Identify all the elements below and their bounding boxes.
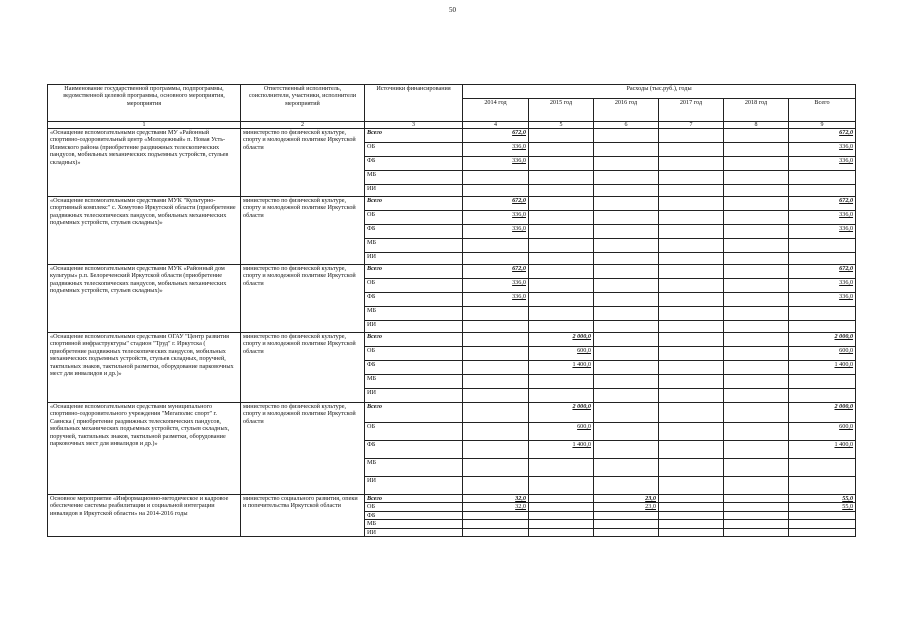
funding-source-cell: Всего (365, 403, 463, 423)
executor-cell: министерство по физической культуре, спорту и молодежной политике Иркутской области (241, 129, 365, 197)
executor-cell: министерство по физической культуре, спорту и молодежной политике Иркутской области (241, 403, 365, 495)
column-number: 4 (463, 122, 529, 129)
amount-cell (659, 511, 724, 519)
amount-cell (789, 520, 856, 528)
amount-cell (659, 503, 724, 511)
amount-cell (724, 225, 789, 239)
amount-cell (594, 307, 659, 321)
amount-cell (724, 321, 789, 333)
amount-cell (594, 441, 659, 459)
amount-cell (529, 503, 594, 511)
column-number: 9 (789, 122, 856, 129)
amount-cell (659, 279, 724, 293)
amount-cell (594, 253, 659, 265)
amount-cell (659, 253, 724, 265)
amount-cell (594, 459, 659, 477)
amount-cell: 55,0 (789, 495, 856, 503)
amount-cell (463, 361, 529, 375)
executor-cell: министерство по физической культуре, спорту и молодежной политике Иркутской области (241, 333, 365, 403)
amount-cell (529, 129, 594, 143)
amount-cell (463, 307, 529, 321)
amount-cell (529, 495, 594, 503)
funding-source-cell: ОБ (365, 347, 463, 361)
amount-cell (463, 403, 529, 423)
amount-cell (463, 171, 529, 185)
amount-cell (594, 361, 659, 375)
event-name-cell: «Оснащение вспомогательными средствами МУ «Районный спортивно-оздоровительный центр «Молодежный» п. Новая Усть-Илимского района (приобретение раздвижных телескопических пандусов, мобильных механических подъемных устройств, стульев складных)» (48, 129, 241, 197)
amount-cell: 672,0 (463, 197, 529, 211)
column-number: 8 (724, 122, 789, 129)
amount-cell (463, 347, 529, 361)
amount-cell (724, 333, 789, 347)
amount-cell (659, 495, 724, 503)
amount-cell: 2 000,0 (789, 333, 856, 347)
amount-cell: 600,0 (789, 347, 856, 361)
amount-cell (529, 157, 594, 171)
amount-cell (529, 225, 594, 239)
amount-cell (724, 520, 789, 528)
amount-cell: 23,0 (594, 495, 659, 503)
funding-source-cell: Всего (365, 129, 463, 143)
amount-cell (594, 129, 659, 143)
amount-cell (789, 375, 856, 389)
amount-cell (724, 157, 789, 171)
amount-cell (789, 239, 856, 253)
amount-cell (594, 265, 659, 279)
amount-cell: 336,0 (789, 279, 856, 293)
amount-cell (724, 197, 789, 211)
header-expenses: Расходы (тыс.руб.), годы (463, 85, 856, 99)
amount-cell (724, 403, 789, 423)
amount-cell: 1 400,0 (529, 441, 594, 459)
amount-cell (594, 157, 659, 171)
amount-cell (529, 143, 594, 157)
amount-cell (659, 143, 724, 157)
amount-cell (724, 279, 789, 293)
table-row (48, 403, 856, 423)
amount-cell (594, 389, 659, 403)
amount-cell (789, 185, 856, 197)
amount-cell (789, 459, 856, 477)
amount-cell (659, 321, 724, 333)
amount-cell: 600,0 (529, 347, 594, 361)
amount-cell (659, 441, 724, 459)
header-source: Источники финансирования (365, 85, 463, 122)
funding-source-cell: ФБ (365, 225, 463, 239)
funding-source-cell: Всего (365, 333, 463, 347)
amount-cell (463, 511, 529, 519)
funding-source-cell: ИИ (365, 477, 463, 495)
amount-cell (724, 389, 789, 403)
amount-cell (529, 253, 594, 265)
amount-cell (529, 321, 594, 333)
funding-source-cell: МБ (365, 375, 463, 389)
amount-cell: 55,0 (789, 503, 856, 511)
amount-cell (789, 511, 856, 519)
amount-cell (789, 477, 856, 495)
amount-cell (529, 375, 594, 389)
amount-cell (659, 389, 724, 403)
amount-cell (789, 321, 856, 333)
column-number: 2 (241, 122, 365, 129)
funding-source-cell: ФБ (365, 293, 463, 307)
amount-cell (659, 293, 724, 307)
amount-cell (724, 375, 789, 389)
amount-cell: 336,0 (789, 225, 856, 239)
amount-cell: 2 000,0 (789, 403, 856, 423)
amount-cell (529, 307, 594, 321)
table-row (48, 129, 856, 143)
amount-cell (724, 185, 789, 197)
amount-cell (463, 520, 529, 528)
amount-cell (789, 307, 856, 321)
amount-cell (594, 143, 659, 157)
amount-cell: 1 400,0 (529, 361, 594, 375)
header-year: 2016 год (594, 99, 659, 122)
amount-cell (463, 528, 529, 536)
funding-source-cell: ОБ (365, 279, 463, 293)
amount-cell (724, 347, 789, 361)
amount-cell (659, 520, 724, 528)
event-name-cell: «Оснащение вспомогательными средствами муниципального спортивно-оздоровительного учреждения "Мегаполис спорт" г. Саянска ( приобретение раздвижных телескопических пандусов, мобильных механических подъемных устройств, стульев складных, поручней, тактильных знаков, тактильной разметки, оборудование парковочных мест для инвалидов и др.)» (48, 403, 241, 495)
amount-cell (529, 459, 594, 477)
amount-cell (724, 511, 789, 519)
amount-cell: 336,0 (463, 157, 529, 171)
amount-cell (659, 265, 724, 279)
amount-cell (529, 185, 594, 197)
funding-source-cell: Всего (365, 265, 463, 279)
amount-cell (529, 520, 594, 528)
amount-cell (724, 253, 789, 265)
amount-cell (659, 171, 724, 185)
amount-cell (659, 307, 724, 321)
page-number: 50 (449, 6, 456, 14)
amount-cell (789, 171, 856, 185)
header-executor: Ответственный исполнитель, соисполнители, участники, исполнители мероприятий (241, 85, 365, 122)
amount-cell (529, 477, 594, 495)
header-year: 2014 год (463, 99, 529, 122)
amount-cell (594, 375, 659, 389)
amount-cell (724, 361, 789, 375)
amount-cell (659, 375, 724, 389)
event-name-cell: Основное мероприятие «Информационно-методическое и кадровое обеспечение системы реабилитации и социальной интеграции инвалидов в Иркутской области» на 2014-2016 годы (48, 495, 241, 537)
amount-cell (594, 511, 659, 519)
funding-source-cell: ФБ (365, 157, 463, 171)
amount-cell: 672,0 (789, 265, 856, 279)
amount-cell (659, 185, 724, 197)
funding-source-cell: ОБ (365, 423, 463, 441)
funding-source-cell: МБ (365, 239, 463, 253)
amount-cell (529, 239, 594, 253)
amount-cell (529, 528, 594, 536)
amount-cell (463, 333, 529, 347)
funding-source-cell: ФБ (365, 441, 463, 459)
amount-cell (529, 211, 594, 225)
amount-cell: 23,0 (594, 503, 659, 511)
column-number: 1 (48, 122, 241, 129)
amount-cell (659, 129, 724, 143)
funding-source-cell: МБ (365, 307, 463, 321)
amount-cell: 32,0 (463, 503, 529, 511)
amount-cell: 600,0 (789, 423, 856, 441)
amount-cell (529, 279, 594, 293)
amount-cell (724, 239, 789, 253)
amount-cell: 2 000,0 (529, 333, 594, 347)
amount-cell: 336,0 (789, 293, 856, 307)
amount-cell (594, 171, 659, 185)
amount-cell (463, 459, 529, 477)
funding-source-cell: ФБ (365, 361, 463, 375)
amount-cell (529, 511, 594, 519)
amount-cell (724, 265, 789, 279)
amount-cell (594, 477, 659, 495)
amount-cell: 672,0 (789, 129, 856, 143)
budget-table (47, 84, 856, 537)
funding-source-cell: ФБ (365, 511, 463, 519)
amount-cell (594, 403, 659, 423)
amount-cell (594, 225, 659, 239)
amount-cell (659, 477, 724, 495)
amount-cell (724, 293, 789, 307)
funding-source-cell: ИИ (365, 389, 463, 403)
amount-cell (594, 239, 659, 253)
amount-cell (594, 293, 659, 307)
executor-cell: министерство по физической культуре, спорту и молодежной политике Иркутской области (241, 197, 365, 265)
amount-cell (724, 477, 789, 495)
amount-cell (594, 279, 659, 293)
amount-cell: 336,0 (463, 211, 529, 225)
amount-cell (659, 528, 724, 536)
amount-cell: 672,0 (789, 197, 856, 211)
amount-cell (659, 459, 724, 477)
amount-cell (724, 495, 789, 503)
column-number-row (48, 122, 856, 129)
table-row (48, 333, 856, 347)
amount-cell (463, 477, 529, 495)
amount-cell (529, 293, 594, 307)
funding-source-cell: Всего (365, 495, 463, 503)
amount-cell (659, 333, 724, 347)
amount-cell (529, 197, 594, 211)
amount-cell (789, 528, 856, 536)
column-number: 3 (365, 122, 463, 129)
amount-cell (659, 225, 724, 239)
amount-cell (529, 265, 594, 279)
amount-cell: 2 000,0 (529, 403, 594, 423)
amount-cell (659, 423, 724, 441)
amount-cell (529, 171, 594, 185)
amount-cell (789, 253, 856, 265)
amount-cell: 336,0 (463, 225, 529, 239)
header-year: 2015 год (529, 99, 594, 122)
amount-cell: 672,0 (463, 129, 529, 143)
header-total: Всего (789, 99, 856, 122)
amount-cell (463, 375, 529, 389)
amount-cell: 32,0 (463, 495, 529, 503)
amount-cell (594, 333, 659, 347)
column-number: 6 (594, 122, 659, 129)
amount-cell (724, 459, 789, 477)
amount-cell (463, 441, 529, 459)
amount-cell (594, 321, 659, 333)
amount-cell: 336,0 (463, 143, 529, 157)
funding-source-cell: ОБ (365, 211, 463, 225)
column-number: 5 (529, 122, 594, 129)
header-year: 2018 год (724, 99, 789, 122)
amount-cell (724, 129, 789, 143)
funding-source-cell: ИИ (365, 528, 463, 536)
amount-cell (463, 185, 529, 197)
amount-cell: 336,0 (789, 157, 856, 171)
funding-source-cell: ОБ (365, 143, 463, 157)
amount-cell (724, 171, 789, 185)
amount-cell (659, 211, 724, 225)
amount-cell (659, 347, 724, 361)
amount-cell: 336,0 (463, 279, 529, 293)
amount-cell: 336,0 (789, 211, 856, 225)
amount-cell (594, 347, 659, 361)
executor-cell: министерство по физической культуре, спорту и молодежной политике Иркутской области (241, 265, 365, 333)
amount-cell (789, 389, 856, 403)
funding-source-cell: МБ (365, 520, 463, 528)
table-row (48, 495, 856, 503)
amount-cell (594, 197, 659, 211)
amount-cell: 600,0 (529, 423, 594, 441)
executor-cell: министерство социального развития, опеки и попечительства Иркутской области (241, 495, 365, 537)
event-name-cell: «Оснащение вспомогательными средствами МУК «Районный дом культуры» р.п. Белореченский Иркутской области (приобретение раздвижных телескопических пандусов, мобильных механических подъемных устройств, стульев складных)» (48, 265, 241, 333)
header-name: Наименование государственной программы, подпрограммы, ведомственной целевой программы, основного мероприятия, мероприятия (48, 85, 241, 122)
funding-source-cell: ИИ (365, 321, 463, 333)
event-name-cell: «Оснащение вспомогательными средствами ОГАУ "Центр развития спортивной инфраструктуры" стадион "Труд" г. Иркутска ( приобретение раздвижных телескопических пандусов, мобильных механических подъемных устройств, стульев складных, поручней, тактильных знаков, тактильной разметки, оборудование парковочных мест для инвалидов и др.)» (48, 333, 241, 403)
funding-source-cell: МБ (365, 171, 463, 185)
amount-cell (463, 423, 529, 441)
amount-cell: 336,0 (789, 143, 856, 157)
amount-cell: 672,0 (463, 265, 529, 279)
amount-cell (724, 441, 789, 459)
amount-cell (659, 197, 724, 211)
table-body (48, 122, 856, 537)
funding-source-cell: МБ (365, 459, 463, 477)
amount-cell (659, 361, 724, 375)
amount-cell (724, 503, 789, 511)
amount-cell (724, 528, 789, 536)
event-name-cell: «Оснащение вспомогательными средствами МУК "Культурно-спортивный комплекс" с. Хомутово Иркутской области (приобретение раздвижных телескопических пандусов, мобильных механических подъемных устройств, стульев складных)» (48, 197, 241, 265)
amount-cell (659, 403, 724, 423)
amount-cell (724, 307, 789, 321)
amount-cell (594, 520, 659, 528)
amount-cell (463, 321, 529, 333)
header-year: 2017 год (659, 99, 724, 122)
amount-cell (594, 211, 659, 225)
column-number: 7 (659, 122, 724, 129)
amount-cell (594, 423, 659, 441)
amount-cell (724, 143, 789, 157)
amount-cell (529, 389, 594, 403)
amount-cell (594, 185, 659, 197)
funding-source-cell: ИИ (365, 185, 463, 197)
funding-source-cell: Всего (365, 197, 463, 211)
amount-cell: 336,0 (463, 293, 529, 307)
table-row (48, 197, 856, 211)
funding-source-cell: ИИ (365, 253, 463, 265)
amount-cell (659, 157, 724, 171)
amount-cell: 1 400,0 (789, 361, 856, 375)
table-row (48, 265, 856, 279)
amount-cell (724, 211, 789, 225)
amount-cell (463, 389, 529, 403)
amount-cell (724, 423, 789, 441)
amount-cell (463, 253, 529, 265)
amount-cell (594, 528, 659, 536)
funding-source-cell: ОБ (365, 503, 463, 511)
amount-cell (463, 239, 529, 253)
amount-cell: 1 400,0 (789, 441, 856, 459)
amount-cell (659, 239, 724, 253)
